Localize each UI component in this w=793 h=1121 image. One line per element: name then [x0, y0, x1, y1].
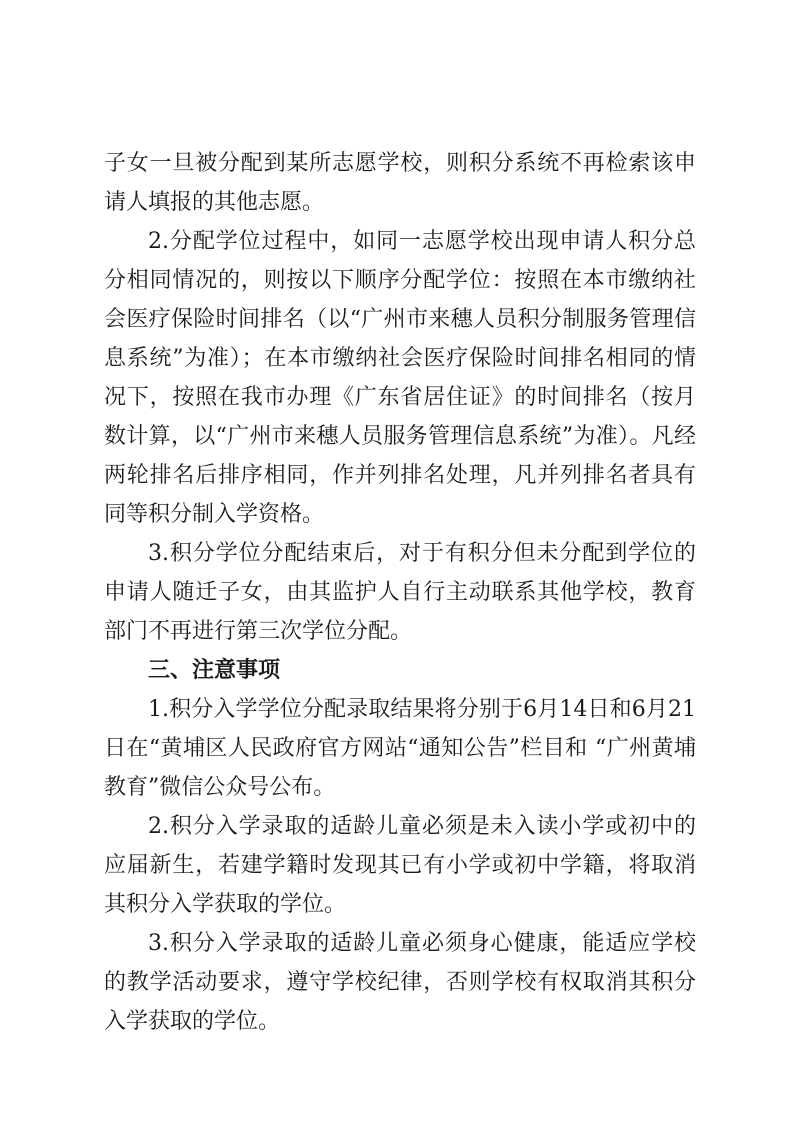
paragraph-result-publication: 1.积分入学学位分配录取结果将分别于6月14日和6月21日在“黄埔区人民政府官方网站“通知公告”栏目和 “广州黄埔教育”微信公众号公布。: [104, 697, 696, 800]
paragraph-no-third-allocation: 3.积分学位分配结束后，对于有积分但未分配到学位的申请人随迁子女，由其监护人自行主动联系其他学校，教育部门不再进行第三次学位分配。: [104, 541, 696, 644]
paragraph-allocation-tiebreak: 2.分配学位过程中，如同一志愿学校出现申请人积分总分相同情况的，则按以下顺序分配学位：按照在本市缴纳社会医疗保险时间排名（以“广州市来穗人员积分制服务管理信息系统”为准）；在本市缴纳社会医疗保险时间排名相同的情况下，按照在我市办理《广东省居住证》的时间排名（按月数计算，以“广州市来穗人员服务管理信息系统”为准）。凡经两轮排名后排序相同，作并列排名处理，凡并列排名者具有同等积分制入学资格。: [104, 229, 696, 527]
paragraph-continuation: 子女一旦被分配到某所志愿学校，则积分系统不再检索该申请人填报的其他志愿。: [104, 151, 696, 215]
paragraph-new-student-requirement: 2.积分入学录取的适龄儿童必须是未入读小学或初中的应届新生，若建学籍时发现其已有小学或初中学籍，将取消其积分入学获取的学位。: [104, 814, 696, 917]
section-heading-notes: 三、注意事项: [148, 658, 281, 683]
paragraph-health-requirement: 3.积分入学录取的适龄儿童必须身心健康，能适应学校的教学活动要求，遵守学校纪律，否则学校有权取消其积分入学获取的学位。: [104, 931, 696, 1034]
document-body: [104, 144, 696, 1041]
